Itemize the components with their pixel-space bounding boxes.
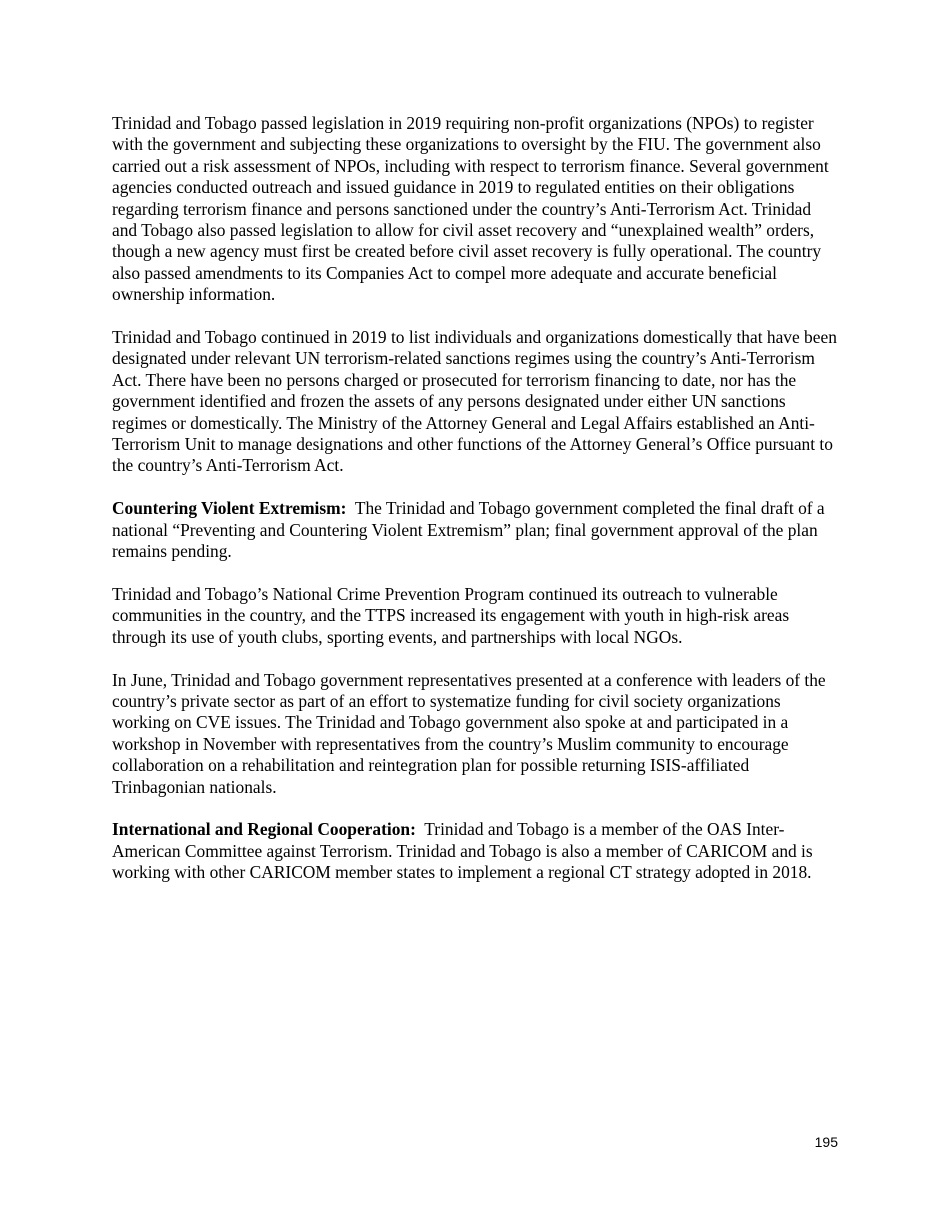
- paragraph-text: Trinidad and Tobago is a member of the OAS Inter-American Committee against Terrorism. Trinidad and Tobago is also a member of CARICOM and is working with other CARICOM member states to implement a regional CT strategy adopted in 2018.: [112, 819, 813, 883]
- paragraph-countering-violent-extremism: [112, 498, 840, 562]
- paragraph-text: Trinidad and Tobago continued in 2019 to list individuals and organizations domestically that have been designated under relevant UN terrorism-related sanctions regimes using the country’s Anti-Terrorism Act. There have been no persons charged or prosecuted for terrorism financing to date, nor has the government identified and frozen the assets of any persons designated under either UN sanctions regimes or domestically. The Ministry of the Attorney General and Legal Affairs established an Anti-Terrorism Unit to manage designations and other functions of the Attorney General’s Office pursuant to the country’s Anti-Terrorism Act.: [112, 327, 837, 476]
- paragraph-npo-legislation: [112, 113, 840, 306]
- paragraph-international-cooperation: [112, 819, 840, 883]
- paragraph-text: In June, Trinidad and Tobago government representatives presented at a conference with leaders of the country’s private sector as part of an effort to systematize funding for civil society organizations working on CVE issues. The Trinidad and Tobago government also spoke at and participated in a workshop in November with representatives from the country’s Muslim community to encourage collaboration on a rehabilitation and reintegration plan for possible returning ISIS-affiliated Trinbagonian nationals.: [112, 669, 826, 797]
- paragraph-text: Trinidad and Tobago passed legislation in 2019 requiring non-profit organizations (NPOs) to register with the government and subjecting these organizations to oversight by the FIU. The government also carried out a risk assessment of NPOs, including with respect to terrorism finance. Several government agencies conducted outreach and issued guidance in 2019 to regulated entities on their obligations regarding terrorism finance and persons sanctioned under the country’s Anti-Terrorism Act. Trinidad and Tobago also passed legislation to allow for civil asset recovery and “unexplained wealth” orders, though a new agency must first be created before civil asset recovery is fully operational. The country also passed amendments to its Companies Act to compel more adequate and accurate beneficial ownership information.: [112, 113, 829, 305]
- paragraph-text: The Trinidad and Tobago government completed the final draft of a national “Preventing and Countering Violent Extremism” plan; final government approval of the plan remains pending.: [112, 498, 825, 562]
- paragraph-crime-prevention-program: [112, 584, 840, 648]
- page-number: 195: [814, 1134, 838, 1150]
- paragraph-text: Trinidad and Tobago’s National Crime Prevention Program continued its outreach to vulnerable communities in the country, and the TTPS increased its engagement with youth in high-risk areas through its use of youth clubs, sporting events, and partnerships with local NGOs.: [112, 583, 790, 647]
- document-body: [112, 113, 840, 905]
- paragraph-sanctions-designations: [112, 327, 840, 477]
- paragraph-june-conference: [112, 670, 840, 798]
- section-heading-cve: Countering Violent Extremism:: [112, 498, 347, 519]
- section-heading-international-cooperation: International and Regional Cooperation:: [112, 819, 416, 840]
